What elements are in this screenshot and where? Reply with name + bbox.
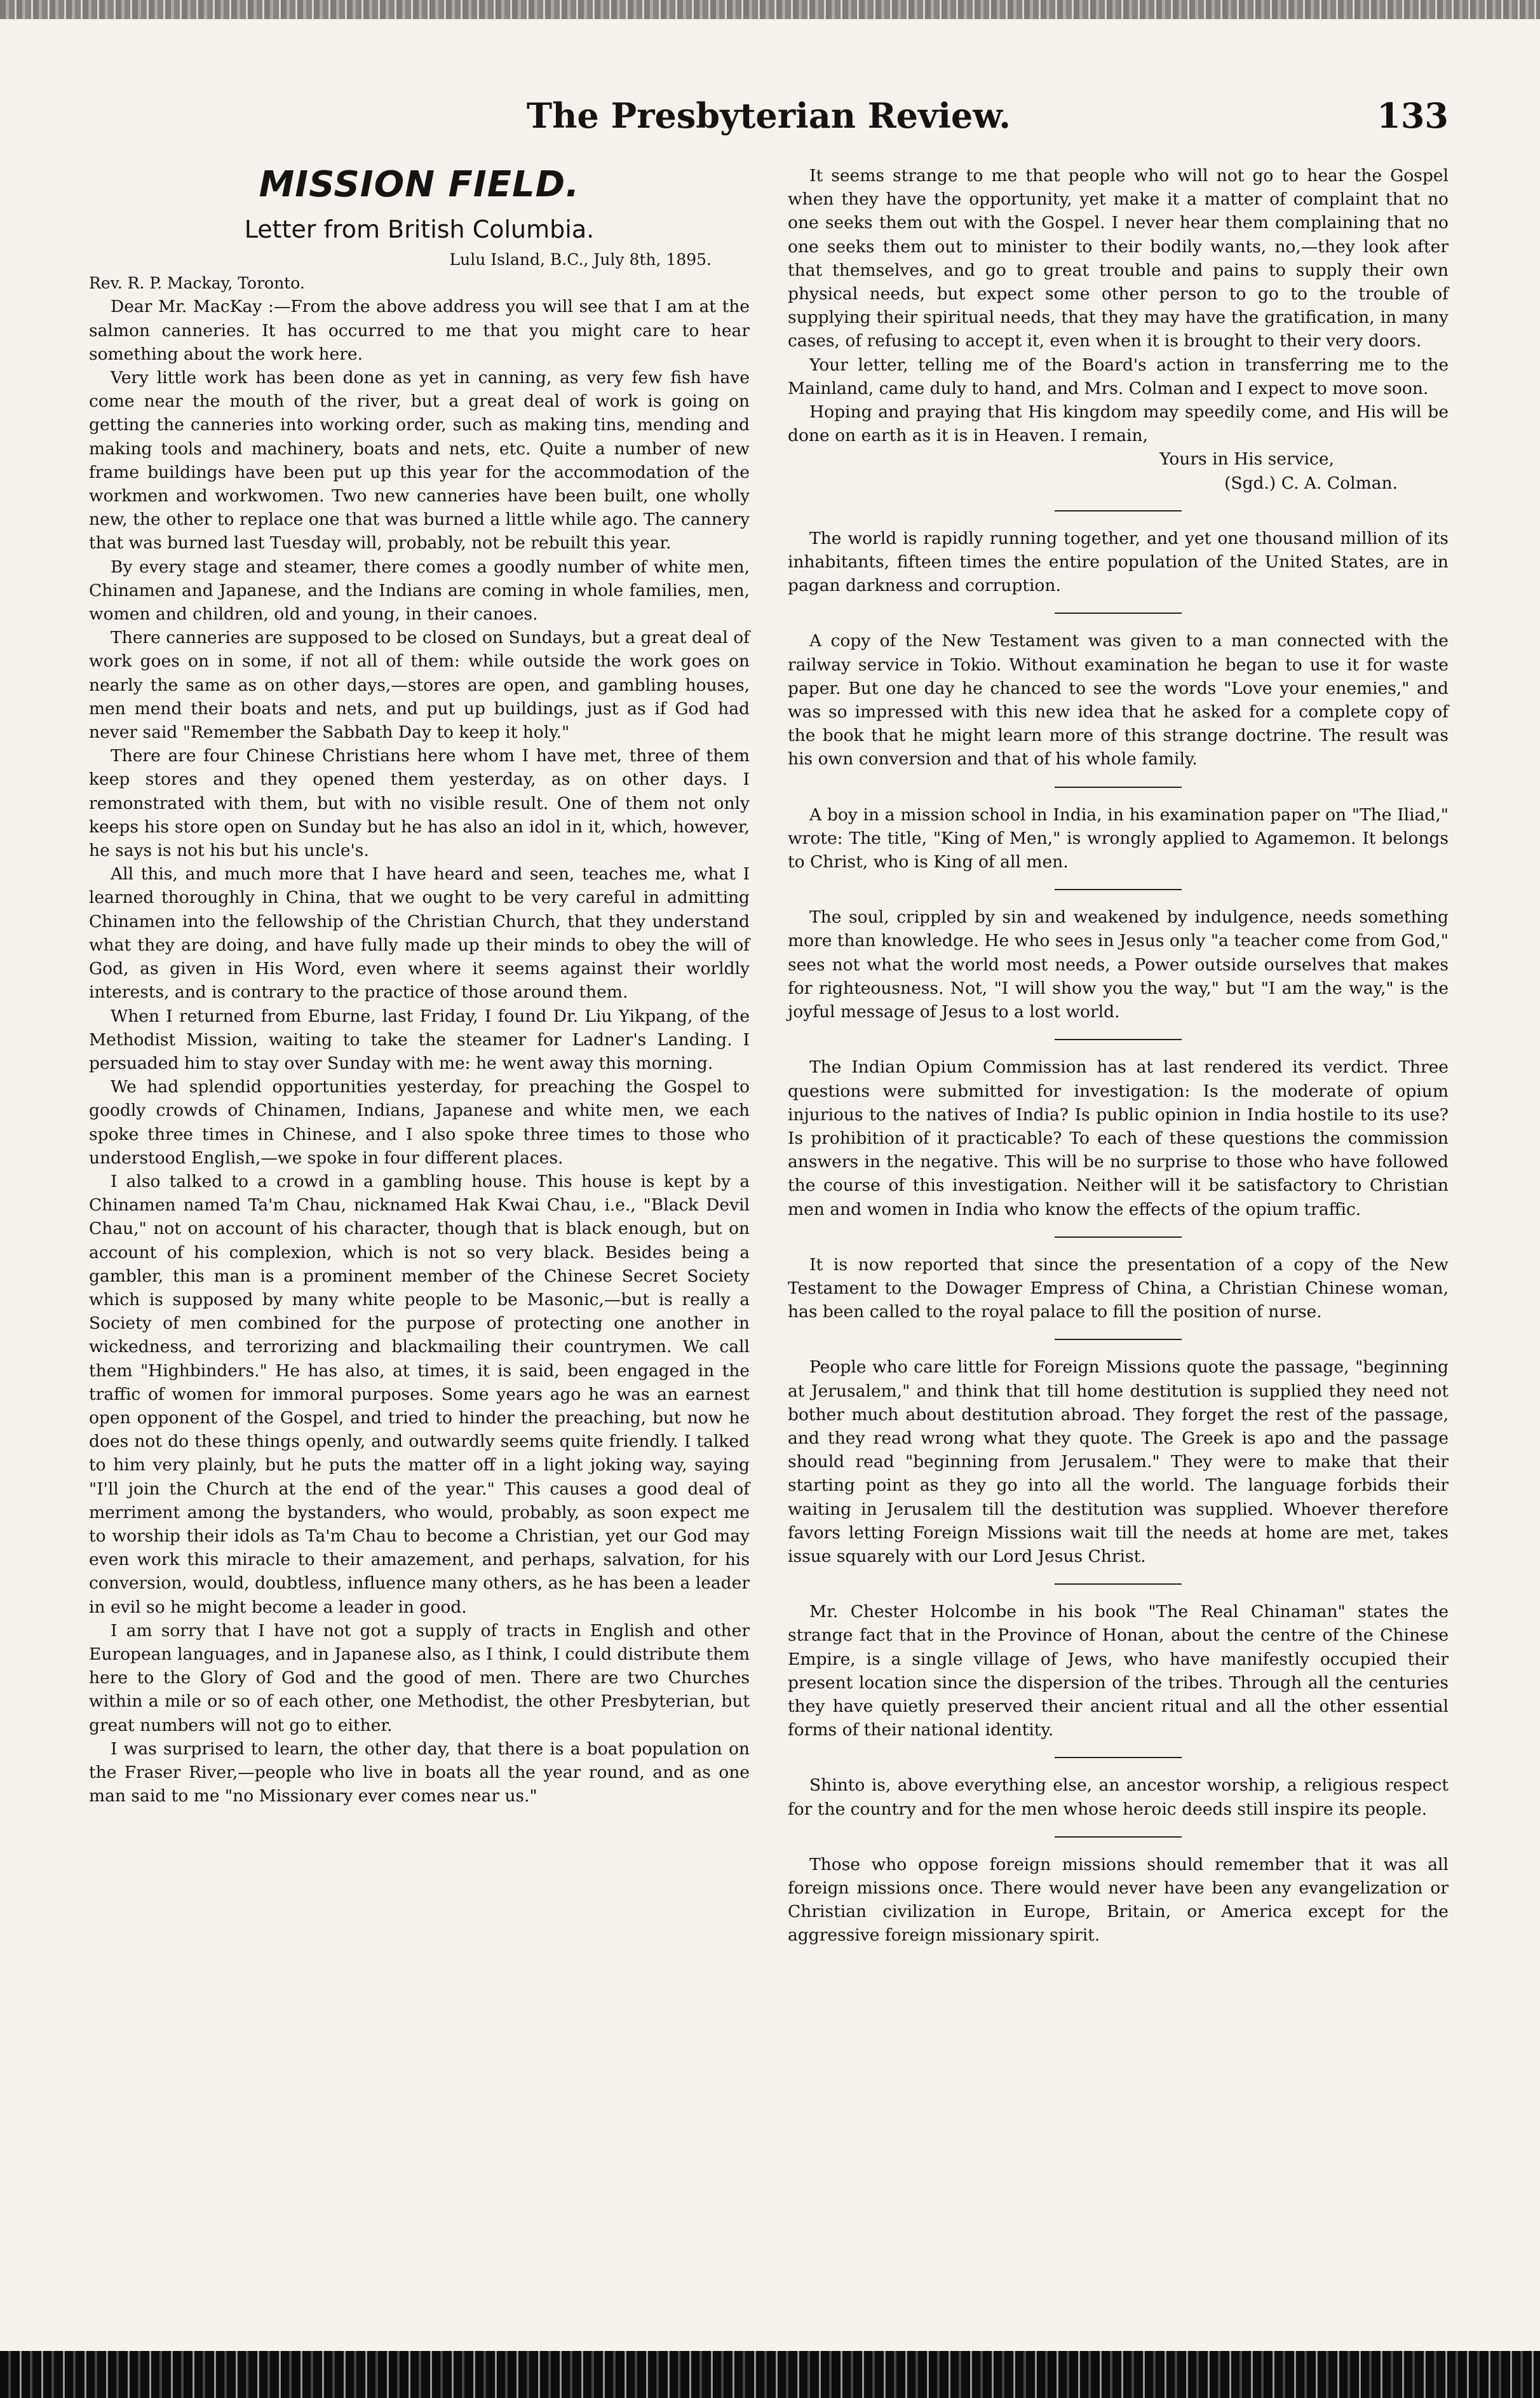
separator-rule — [1055, 889, 1182, 890]
separator-rule — [1055, 510, 1182, 511]
letter-title: Letter from British Columbia. — [244, 215, 595, 243]
page-header — [89, 95, 1449, 152]
section-title: MISSION FIELD. — [259, 164, 580, 205]
separator-rule — [1055, 1757, 1182, 1758]
running-title: The Presbyterian Review. — [526, 95, 1011, 136]
news-item: A copy of the New Testament was given to a man connected with the railway service in Tokio. Without examination he began to use it for waste paper. But one day he chanced to see the words "Love your enemies," and was so impressed with this new idea that he asked for a complete copy of the book that he might learn more of this strange doctrine. The result was his own conversion and that of his whole family. — [788, 631, 1449, 769]
separator-rule — [1055, 1039, 1182, 1040]
addressee: Rev. R. P. Mackay, Toronto. — [89, 274, 305, 293]
letter-paragraph: I was surprised to learn, the other day, that there is a boat population on the Fraser River,—people who live in boats all the year round, and as one man said to me "no Missionary ever comes near us." — [89, 1738, 750, 1806]
scan-edge-top — [0, 0, 1540, 19]
letter-closing: Yours in His service, — [1159, 449, 1334, 470]
left-column — [89, 159, 750, 1808]
news-item: The soul, crippled by sin and weakened by indulgence, needs something more than knowledge. He who sees in Jesus only "a teacher come from God," sees not what the world most needs, a Power outside ourselves that makes for righteousness. Not, "I will show you the way," but "I am the way," is the joyful message of Jesus to a lost world. — [788, 907, 1449, 1022]
news-item: A boy in a mission school in India, in his examination paper on "The Iliad," wrote: The title, "King of Men," is wrongly applied to Agamemon. It belongs to Christ, who is King of all men. — [788, 804, 1449, 872]
letter-paragraph: We had splendid opportunities yesterday, for preaching the Gospel to goodly crowds of Chinamen, Indians, Japanese and white men, we each spoke three times in Chinese, and I also spoke three times to those who understood English,—we spoke in four different places. — [89, 1077, 750, 1168]
letter-paragraph: By every stage and steamer, there comes a goodly number of white men, Chinamen and Japanese, and the Indians are coming in whole families, men, women and children, old and young, in their canoes. — [89, 557, 750, 625]
letter-paragraph: It seems strange to me that people who will not go to hear the Gospel when they have the opportunity, yet make it a matter of complaint that no one seeks them out with the Gospel. I never hear them complaining that no one seeks them out to minister to their bodily wants, no,—they look after that themselves, and go to great trouble and pains to supply their own physical needs, but expect some other person to go to the trouble of supplying their spiritual needs, that they may have the gratification, in many cases, of refusing to accept it, even when it is brought to their very doors. — [788, 166, 1449, 351]
news-item: People who care little for Foreign Missions quote the passage, "beginning at Jerusalem," and think that till home destitution is supplied they need not bother much about destitution abroad. They forget the rest of the passage, and they read wrong what they quote. The Greek is apo and the passage should read "beginning from Jerusalem." They were to make that their starting point as they go into all the world. The language forbids their waiting in Jerusalem till the destitution was supplied. Whoever therefore favors letting Foreign Missions wait till the needs at home are met, takes issue squarely with our Lord Jesus Christ. — [788, 1357, 1449, 1566]
separator-rule — [1055, 787, 1182, 788]
letter-paragraph: Dear Mr. MacKay :—From the above address you will see that I am at the salmon canneries. It has occurred to me that you might care to hear something about the work here. — [89, 297, 750, 364]
separator-rule — [1055, 613, 1182, 614]
letter-signature: (Sgd.) C. A. Colman. — [1224, 473, 1398, 493]
letter-paragraph: There canneries are supposed to be closed on Sundays, but a great deal of work goes on in some, if not all of them: while outside the work goes on nearly the same as on other days,—stores are open, and gambling houses, men mend their boats and nets, and put up buildings, just as if God had never said "Remember the Sabbath Day to keep it holy." — [89, 628, 750, 743]
letter-paragraph: I also talked to a crowd in a gambling house. This house is kept by a Chinamen named Ta'm Chau, nicknamed Hak Kwai Chau, i.e., "Black Devil Chau," not on account of his character, though that is black enough, but on account of his complexion, which is not so very black. Besides being a gambler, this man is a prominent member of the Chinese Secret Society which is supposed by many white people to be Masonic,—but is really a Society of men combined for the purpose of protecting one another in wickedness, and terrorizing and blackmailing their countrymen. We call them "Highbinders." He has also, at times, it is said, been engaged in the traffic of women for immoral purposes. Some years ago he was an earnest open opponent of the Gospel, and tried to hinder the preaching, but now he does not do these things openly, and outwardly seems quite friendly. I talked to him very plainly, but he puts the matter off in a light joking way, saying "I'll join the Church at the end of the year." This causes a good deal of merriment among the bystanders, who would, probably, as soon expect me to worship their idols as Ta'm Chau to become a Christian, yet our God may even work this miracle to their amazement, and perhaps, salvation, for his conversion, would, doubtless, influence many others, as he has been a leader in evil so he might become a leader in good. — [89, 1171, 750, 1617]
letter-paragraph: All this, and much more that I have heard and seen, teaches me, what I learned thoroughly in China, that we ought to be very careful in admitting Chinamen into the fellowship of the Christian Church, that they understand what they are doing, and have fully made up their minds to obey the will of God, as given in His Word, even where it seems against their worldly interests, and is contrary to the practice of those around them. — [89, 864, 750, 1003]
letter-paragraph: Your letter, telling me of the Board's action in transferring me to the Mainland, came duly to hand, and Mrs. Colman and I expect to move soon. — [788, 355, 1449, 398]
letter-paragraph: Hoping and praying that His kingdom may speedily come, and His will be done on earth as it is in Heaven. I remain, — [788, 402, 1449, 446]
separator-rule — [1055, 1583, 1182, 1585]
letter-paragraph: There are four Chinese Christians here whom I have met, three of them keep stores and they opened them yesterday, as on other days. I remonstrated with them, but with no visible result. One of them not only keeps his store open on Sunday but he has also an idol in it, which, however, he says is not his but his uncle's. — [89, 746, 750, 861]
news-item: Mr. Chester Holcombe in his book "The Real Chinaman" states the strange fact that in the Province of Honan, about the centre of the Chinese Empire, is a single village of Jews, who have manifestly occupied their present location since the dispersion of the tribes. Through all the centuries they have quietly preserved their ancient ritual and all the other essential forms of their national identity. — [788, 1602, 1449, 1740]
news-item: Those who oppose foreign missions should remember that it was all foreign missions once. There would never have been any evangelization or Christian civilization in Europe, Britain, or America except for the aggressive foreign missionary spirit. — [788, 1854, 1449, 1946]
right-column — [788, 164, 1449, 1948]
page-number: 133 — [1377, 95, 1449, 136]
news-item: Shinto is, above everything else, an ancestor worship, a religious respect for the country and for the men whose heroic deeds still inspire its people. — [788, 1775, 1449, 1819]
scan-edge-bottom — [0, 2351, 1540, 2398]
separator-rule — [1055, 1836, 1182, 1838]
letter-paragraph: I am sorry that I have not got a supply of tracts in English and other European languages, and in Japanese also, as I think, I could distribute them here to the Glory of God and the good of men. There are two Churches within a mile or so of each other, one Methodist, the other Presbyterian, but great numbers will not go to either. — [89, 1620, 750, 1735]
news-item: The Indian Opium Commission has at last rendered its verdict. Three questions were submitted for investigation: Is the moderate of opium injurious to the natives of India? Is public opinion in India hostile to its use? Is prohibition of it practicable? To each of these questions the commission answers in the negative. This will be no surprise to those who have followed the course of this investigation. Neither will it be satisfactory to Christian men and women in India who know the effects of the opium traffic. — [788, 1057, 1449, 1219]
separator-rule — [1055, 1236, 1182, 1238]
dateline: Lulu Island, B.C., July 8th, 1895. — [449, 250, 712, 269]
news-item: It is now reported that since the presentation of a copy of the New Testament to the Dowager Empress of China, a Christian Chinese woman, has been called to the royal palace to fill the position of nurse. — [788, 1254, 1449, 1322]
news-item: The world is rapidly running together, and yet one thousand million of its inhabitants, fifteen times the entire population of the United States, are in pagan darkness and corruption. — [788, 528, 1449, 596]
letter-paragraph: When I returned from Eburne, last Friday, I found Dr. Liu Yikpang, of the Methodist Mission, waiting to take the steamer for Ladner's Landing. I persuaded him to stay over Sunday with me: he went away this morning. — [89, 1006, 750, 1073]
separator-rule — [1055, 1339, 1182, 1340]
letter-paragraph: Very little work has been done as yet in canning, as very few fish have come near the mouth of the river, but a great deal of work is going on getting the canneries into working order, such as making tins, mending and making tools and machinery, boats and nets, etc. Quite a number of new frame buildings have been put up this year for the accommodation of the workmen and workwomen. Two new canneries have been built, one wholly new, the other to replace one that was burned a little while ago. The cannery that was burned last Tuesday will, probably, not be rebuilt this year. — [89, 368, 750, 553]
